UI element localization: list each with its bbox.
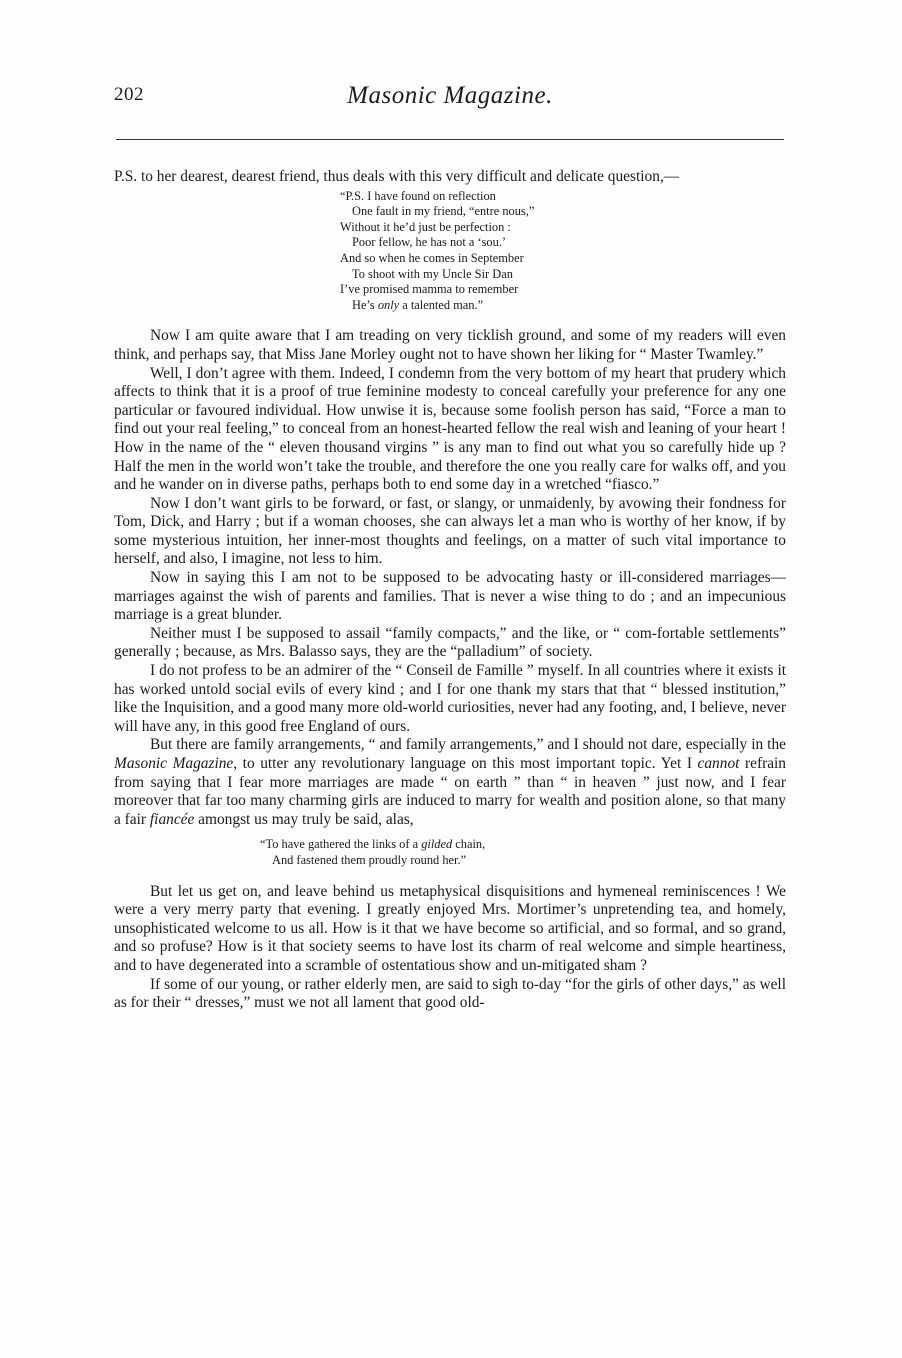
paragraph-text: refrain from saying that I fear more marriages are made “ on earth ” than “ in heaven ” just now, and I fear moreover that far too many charming girls are induced to marry for wealth and position alone, so that many a fair [114, 755, 786, 828]
poem-ps [114, 189, 786, 314]
poem-line: I’ve promised mamma to remember [340, 282, 519, 297]
poem-line: And so when he comes in September [340, 250, 524, 265]
poem-text: “To have gathered the links of a [260, 837, 422, 852]
emphasis: cannot [697, 755, 740, 772]
poem-line: Without it he’d just be perfection : [340, 219, 511, 234]
paragraph-text: amongst us may truly be said, alas, [194, 810, 414, 828]
poem-text: He’s [352, 297, 378, 312]
magazine-title: Masonic Magazine. [347, 82, 553, 109]
paragraph-text: , to utter any revolutionary language on this most important topic. Yet I [233, 755, 698, 772]
paragraph: Now I don’t want girls to be forward, or fast, or slangy, or unmaidenly, by avowing their fondness for Tom, Dick, and Harry ; but if a woman chooses, she can always let a man who is worthy of her know, if by some mysterious intuition, her inner-most thoughts and feelings, on a matter of such vital importance to herself, and also, I imagine, not less to him. [114, 494, 786, 568]
magazine-name-emphasis: Masonic Magazine [114, 755, 234, 772]
poem-line [340, 298, 786, 314]
paragraph: Now in saying this I am not to be supposed to be advocating hasty or ill-considered marriages—marriages against the wish of parents and families. That is never a wise thing to do ; and an impecunious marriage is a great blunder. [114, 569, 786, 624]
paragraph [114, 736, 786, 829]
poem-line: “P.S. I have found on reflection [340, 188, 496, 203]
poem-line: And fastened them proudly round her.” [272, 852, 467, 867]
paragraph: Now I am quite aware that I am treading on very ticklish ground, and some of my readers will even think, and perhaps say, that Miss Jane Morley ought not to have shown her liking for “ Master Twamley.” [114, 327, 786, 363]
running-head [114, 84, 786, 118]
article-body [114, 168, 786, 1013]
poem-text: chain, [452, 837, 486, 852]
opening-paragraph: P.S. to her dearest, dearest friend, thus deals with this very difficult and delicate question,— [114, 168, 680, 185]
poem-line: Poor fellow, he has not a ‘sou.’ [352, 235, 507, 250]
poem-text: a talented man.” [399, 297, 484, 312]
page-number: 202 [114, 84, 144, 105]
header-rule [116, 139, 784, 140]
paragraph: But let us get on, and leave behind us metaphysical disquisitions and hymeneal reminiscences ! We were a very merry party that evening. I greatly enjoyed Mrs. Mortimer’s unpretending tea, and homely, unsophisticated welcome to us all. How is it that we have become so artificial, and so formal, and so grand, and so profuse? How is it that society seems to have lost its charm of real welcome and simple heartiness, and to have degenerated into a scramble of ostentatious show and un-mitigated sham ? [114, 882, 786, 974]
paragraph-text: But there are family arrangements, “ and family arrangements,” and I should not dare, especially in the [150, 736, 786, 754]
poem-line: To shoot with my Uncle Sir Dan [352, 266, 513, 281]
poem-emphasis: gilded [421, 837, 453, 852]
poem-line: One fault in my friend, “entre nous,” [352, 204, 535, 219]
poem-gilded-chain [114, 837, 786, 868]
poem-emphasis: only [377, 297, 400, 312]
paragraph: Well, I don’t agree with them. Indeed, I condemn from the very bottom of my heart that prudery which affects to think that it is a proof of true feminine modesty to conceal carefully your preference for any one particular or favoured individual. How unwise it is, because some foolish person has said, “Force a man to find out your real feeling,” to conceal from an honest-hearted fellow the real wish and leaning of your heart ! How in the name of the “ eleven thousand virgins ” is any man to find out what you so carefully hide up ? Half the men in the world won’t take the trouble, and therefore the one you really care for walks off, and you and he wander on in diverse paths, perhaps both to end some day in a wretched “fiasco.” [114, 364, 786, 494]
poem-line [260, 837, 786, 853]
paragraph: I do not profess to be an admirer of the “ Conseil de Famille ” myself. In all countries where it exists it has worked untold social evils of every kind ; and I for one thank my stars that that “ blessed institution,” like the Inquisition, and a good many more old-world curiosities, never had any footing, and, I believe, never will have any, in this good free England of ours. [114, 662, 786, 735]
paragraph: If some of our young, or rather elderly men, are said to sigh to-day “for the girls of other days,” as well as for their “ dresses,” must we not all lament that good old- [114, 975, 786, 1012]
emphasis: fiancée [149, 810, 195, 828]
paragraph: Neither must I be supposed to assail “family compacts,” and the like, or “ com-fortable settlements” generally ; because, as Mrs. Balasso says, they are the “palladium” of society. [114, 624, 786, 661]
